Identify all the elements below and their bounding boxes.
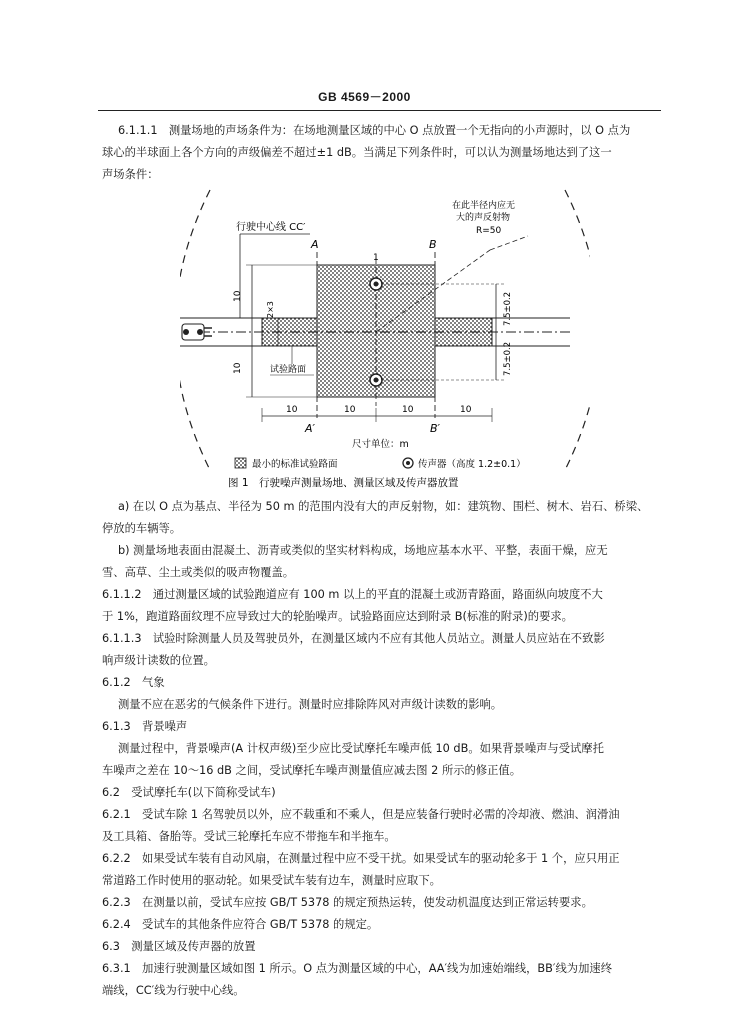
para-623: 6.2.3 在测量以前，受试车应按 GB/T 5378 的规定预热运转，使发动机温度达到正常运转要求。 xyxy=(102,896,593,909)
para-631-line2: 端线，CC′线为行驶中心线。 xyxy=(102,984,245,997)
radius-arc-right xyxy=(565,190,590,470)
para-621-line1: 6.2.1 受试车除 1 名驾驶员以外，应不载重和不乘人，但是应装备行驶时必需的冷却液、燃油、润滑油 xyxy=(102,808,620,821)
label-b-prime: B′ xyxy=(430,422,441,435)
para-6113-line1: 6.1.1.3 试验时除测量人员及驾驶员外，在测量区域内不应有其他人员站立。测量人员应站在不致影 xyxy=(102,632,605,645)
label-75-lower: 7.5±0.2 xyxy=(503,341,513,376)
label-bottom-10-3: 10 xyxy=(402,405,414,415)
para-6112-line2: 于 1%，跑道路面纹理不应导致过大的轮胎噪声。试验路面应达到附录 B(标准的附录)的要求。 xyxy=(102,610,573,623)
legend-microphone-icon xyxy=(403,458,413,468)
sec-613-line2: 车噪声之差在 10～16 dB 之间，受试摩托车噪声测量值应减去图 2 所示的修正值。 xyxy=(102,764,522,777)
legend-surface-label: 最小的标准试验路面 xyxy=(252,459,338,470)
item-b-line1: b) 测量场地表面由混凝土、沥青或类似的坚实材料构成，场地应基本水平、平整，表面干燥，应无 xyxy=(118,544,608,557)
label-r1: 在此半径内应无 xyxy=(452,201,516,211)
para-6111-line1: 6.1.1.1 测量场地的声场条件为：在场地测量区域的中心 O 点放置一个无指向的小声源时，以 O 点为 xyxy=(118,124,631,137)
item-b-line2: 雪、高草、尘土或类似的吸声物覆盖。 xyxy=(102,566,295,579)
label-a: A xyxy=(311,238,319,251)
sec-612-body: 测量不应在恶劣的气候条件下进行。测量时应排除阵风对声级计读数的影响。 xyxy=(118,698,503,711)
sec-613-line1: 测量过程中，背景噪声(A 计权声级)至少应比受试摩托车噪声低 10 dB。如果背景噪声与受试摩托 xyxy=(118,742,604,755)
para-6111-line2: 球心的半球面上各个方向的声级偏差不超过±1 dB。当满足下列条件时，可以认为测量场地达到了这一 xyxy=(102,146,612,159)
para-622-line1: 6.2.2 如果受试车装有自动风扇，在测量过程中应不受干扰。如果受试车的驱动轮多于 1 个，应只用正 xyxy=(102,852,620,865)
para-6111-line3: 声场条件： xyxy=(102,168,159,181)
para-622-line2: 常道路工作时使用的驱动轮。如果受试车装有边车，测量时应取下。 xyxy=(102,874,441,887)
label-b: B xyxy=(429,238,437,251)
header-rule xyxy=(98,110,661,111)
sec-612-title: 6.1.2 气象 xyxy=(102,676,165,689)
label-bottom-10-4: 10 xyxy=(460,405,472,415)
sec-63-title: 6.3 测量区域及传声器的放置 xyxy=(102,940,256,953)
para-624: 6.2.4 受试车的其他条件应符合 GB/T 5378 的规定。 xyxy=(102,918,379,931)
label-a-prime: A′ xyxy=(305,422,316,435)
label-10-upper: 10 xyxy=(233,290,243,302)
para-6112-line1: 6.1.1.2 通过测量区域的试验跑道应有 100 m 以上的平直的混凝土或沥青路面，路面纵向坡度不大 xyxy=(102,588,603,601)
page-header: GB 4569－2000 xyxy=(318,90,411,104)
sec-62-title: 6.2 受试摩托车(以下简称受试车) xyxy=(102,786,276,799)
label-2x3: 2×3 xyxy=(266,301,275,318)
item-a-line2: 停放的车辆等。 xyxy=(102,522,182,535)
sec-613-title: 6.1.3 背景噪声 xyxy=(102,720,188,733)
label-bottom-10-2: 10 xyxy=(344,405,356,415)
figure-1-diagram xyxy=(180,180,590,490)
label-cc: 行驶中心线 CC′ xyxy=(236,222,306,233)
para-6113-line2: 响声级计读数的位置。 xyxy=(102,654,215,667)
item-a-line1: a) 在以 O 点为基点、半径为 50 m 的范围内没有大的声反射物，如：建筑物、围栏、树木、岩石、桥梁、 xyxy=(118,500,649,513)
label-r2: 大的声反射物 xyxy=(456,213,511,223)
label-1: 1 xyxy=(373,253,379,263)
para-631-line1: 6.3.1 加速行驶测量区域如图 1 所示。O 点为测量区域的中心，AA′线为加速始端线，BB′线为加速终 xyxy=(102,962,612,975)
label-10-lower: 10 xyxy=(233,362,243,374)
legend-surface-swatch xyxy=(235,458,246,468)
label-75-upper: 7.5±0.2 xyxy=(503,291,513,326)
legend-mic-label: 传声器（高度 1.2±0.1） xyxy=(418,459,526,470)
label-bottom-10-1: 10 xyxy=(286,405,298,415)
para-621-line2: 及工具箱、备胎等。受试三轮摩托车应不带拖车和半拖车。 xyxy=(102,830,396,843)
unit-label: 尺寸单位：m xyxy=(352,439,409,450)
label-test-road: 试验路面 xyxy=(270,365,307,375)
label-r3: R=50 xyxy=(476,226,502,236)
figure-caption: 图 1 行驶噪声测量场地、测量区域及传声器放置 xyxy=(228,477,459,489)
